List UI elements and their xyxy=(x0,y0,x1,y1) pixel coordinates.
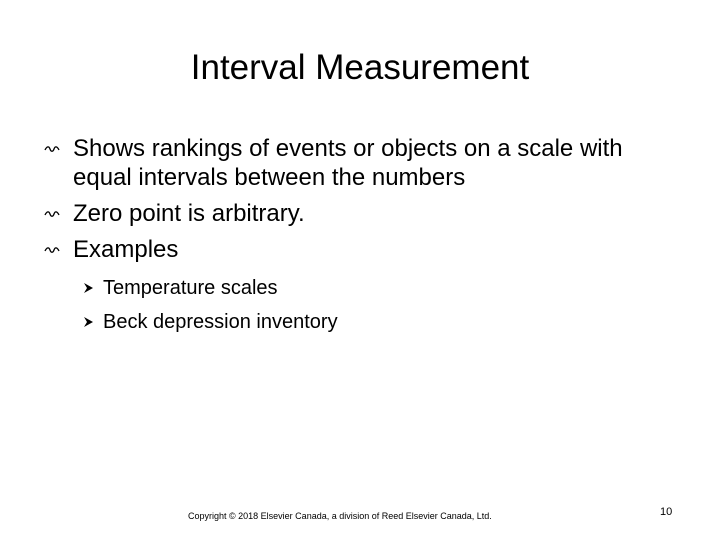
sub-bullet-item xyxy=(73,275,684,301)
sub-bullet-text: Temperature scales xyxy=(103,277,278,299)
arrowhead-bullet-icon xyxy=(83,282,94,294)
wave-bullet-icon xyxy=(44,145,60,153)
bullet-text: Zero point is arbitrary. xyxy=(73,200,305,227)
slide-title: Interval Measurement xyxy=(190,48,530,87)
bullet-text: Shows rankings of events or objects on a scale with equal intervals between the numbers xyxy=(73,135,623,191)
bullet-text: Examples xyxy=(73,236,179,263)
sub-bullet-list xyxy=(73,275,684,335)
arrowhead-bullet-icon xyxy=(83,316,94,328)
bullet-list xyxy=(44,134,684,343)
sub-bullet-text: Beck depression inventory xyxy=(103,311,338,333)
bullet-item xyxy=(44,235,684,335)
wave-bullet-icon xyxy=(44,210,60,218)
wave-bullet-icon xyxy=(44,246,60,254)
page-number: 10 xyxy=(660,506,673,518)
sub-bullet-item xyxy=(73,309,684,335)
bullet-item xyxy=(44,199,684,228)
copyright-footer: Copyright © 2018 Elsevier Canada, a division of Reed Elsevier Canada, Ltd. xyxy=(188,511,492,521)
bullet-item xyxy=(44,134,684,192)
